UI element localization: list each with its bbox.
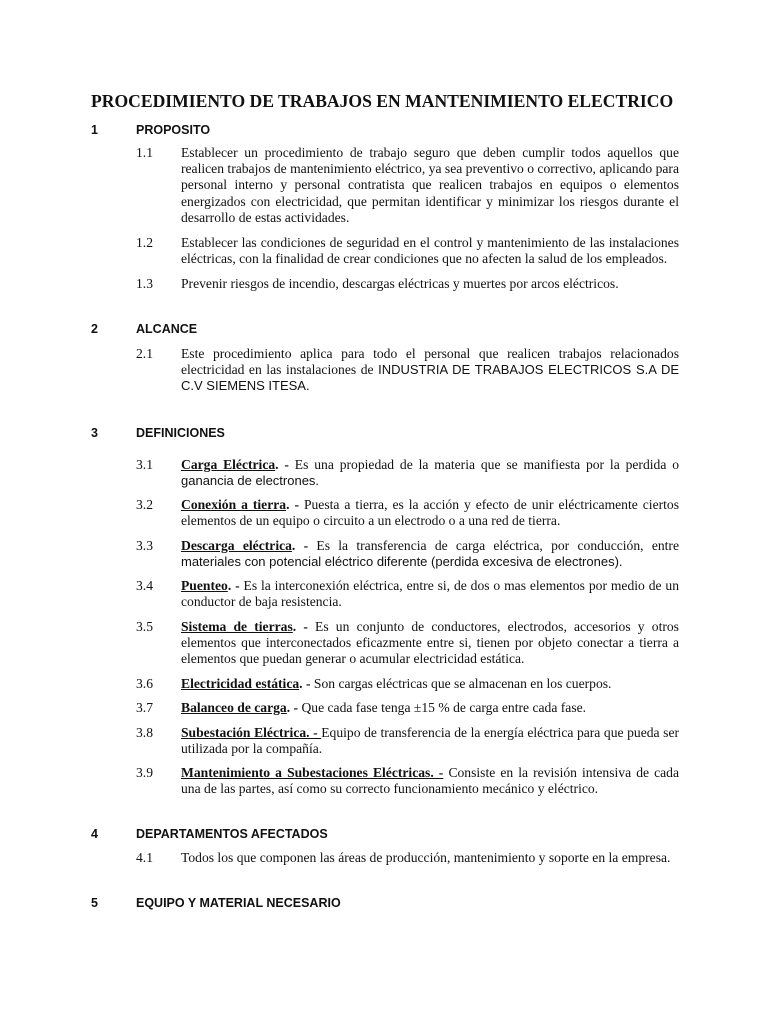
definition-body: Equipo de transferencia de la energía eléctrica para que pueda ser utilizada por la compañía. bbox=[181, 725, 680, 757]
item-number: 2.1 bbox=[136, 346, 153, 361]
definition-body: Es la interconexión eléctrica, entre si, de dos o mas elementos por medio de un conductor de baja resistencia. bbox=[181, 578, 679, 610]
section-number: 2 bbox=[91, 322, 98, 336]
definition-body: Es la transferencia de carga eléctrica, por conducción, entre bbox=[316, 538, 679, 553]
definition-term: Mantenimiento a Subestaciones Eléctricas. - bbox=[181, 765, 444, 780]
definition-separator: . - bbox=[292, 619, 316, 634]
definition-text bbox=[181, 538, 679, 570]
section-title-definiciones: DEFINICIONES bbox=[136, 426, 225, 440]
definition-text bbox=[181, 725, 679, 757]
section-title-alcance: ALCANCE bbox=[136, 322, 198, 336]
item-number: 1.2 bbox=[136, 235, 153, 250]
section-title-proposito: PROPOSITO bbox=[136, 123, 211, 137]
item-number: 3.1 bbox=[136, 457, 153, 472]
definition-separator: . - bbox=[291, 538, 317, 553]
definition-term: Descarga eléctrica bbox=[181, 538, 292, 553]
definition-term: Electricidad estática bbox=[181, 676, 300, 691]
definition-body: Es una propiedad de la materia que se manifiesta por la perdida o bbox=[294, 457, 679, 472]
definition-body: Consiste en la revisión intensiva de cada una de las partes, así como su correcto funcionamiento mecánico y eléctrico. bbox=[181, 765, 679, 797]
item-number: 3.8 bbox=[136, 725, 153, 740]
definition-text bbox=[181, 765, 679, 797]
item-number: 1.3 bbox=[136, 276, 153, 291]
item-text-part: Este procedimiento aplica para todo el personal que realicen trabajos relacionados electricidad en las instalaciones de bbox=[181, 346, 679, 378]
section-title-equipo: EQUIPO Y MATERIAL NECESARIO bbox=[136, 896, 341, 910]
document-title: PROCEDIMIENTO DE TRABAJOS EN MANTENIMIENTO ELECTRICO bbox=[91, 91, 674, 111]
definition-separator: . - bbox=[286, 700, 302, 715]
item-number: 4.1 bbox=[136, 850, 153, 865]
definition-body: Puesta a tierra, es la acción y efecto de unir eléctricamente ciertos elementos de un equipo o circuito a un electrodo o a una red de tierra. bbox=[181, 497, 679, 529]
definition-term: Carga Eléctrica bbox=[181, 457, 276, 472]
definition-text bbox=[181, 700, 679, 716]
definition-body: ganancia de electrones. bbox=[181, 473, 320, 489]
definition-text bbox=[181, 497, 679, 529]
item-number: 3.4 bbox=[136, 578, 153, 593]
section-number: 5 bbox=[91, 896, 98, 910]
definition-term: Balanceo de carga bbox=[181, 700, 287, 715]
item-text: Prevenir riesgos de incendio, descargas eléctricas y muertes por arcos eléctricos. bbox=[181, 276, 619, 291]
item-number: 3.2 bbox=[136, 497, 153, 512]
item-text: Todos los que componen las áreas de producción, mantenimiento y soporte en la empresa. bbox=[181, 850, 671, 865]
definition-body: Es un conjunto de conductores, electrodos, accesorios y otros elementos que interconectados eficazmente entre si, tienen por objeto conectar a tierra a elementos que puedan generar o acumular electricidad estática. bbox=[181, 619, 679, 667]
item-number: 3.9 bbox=[136, 765, 153, 780]
section-title-departamentos: DEPARTAMENTOS AFECTADOS bbox=[136, 827, 328, 841]
definition-separator: . - bbox=[286, 497, 304, 512]
definition-term: Sistema de tierras bbox=[181, 619, 293, 634]
definition-separator: . - bbox=[299, 676, 314, 691]
definition-term: Puenteo bbox=[181, 578, 228, 593]
definition-term: Conexión a tierra bbox=[181, 497, 287, 512]
definition-body: Que cada fase tenga ±15 % de carga entre cada fase. bbox=[301, 700, 587, 715]
definition-separator: . - bbox=[227, 578, 244, 593]
definition-separator: . - bbox=[275, 457, 295, 472]
section-number: 3 bbox=[91, 426, 98, 440]
definition-text bbox=[181, 619, 679, 668]
definition-text bbox=[181, 457, 679, 489]
definition-body: Son cargas eléctricas que se almacenan en los cuerpos. bbox=[313, 676, 612, 691]
item-text bbox=[181, 346, 679, 395]
section-number: 1 bbox=[91, 123, 98, 137]
item-text: Establecer las condiciones de seguridad en el control y mantenimiento de las instalaciones eléctricas, con la finalidad de crear condiciones que no afecten la salud de los empleados. bbox=[181, 235, 679, 267]
section-number: 4 bbox=[91, 827, 98, 841]
definition-text bbox=[181, 676, 679, 692]
item-number: 3.3 bbox=[136, 538, 153, 553]
definition-term: Subestación Eléctrica. - bbox=[181, 725, 322, 740]
item-text: Establecer un procedimiento de trabajo seguro que deben cumplir todos aquellos que realicen trabajos de mantenimiento eléctrico, ya sea preventivo o correctivo, aplicando para personal interno y personal contratista que realicen trabajos en equipos o elementos energizados con electricidad, que permitan identificar y minimizar los riesgos durante el desarrollo de estas actividades. bbox=[181, 145, 679, 225]
definition-text bbox=[181, 578, 679, 610]
definition-body: materiales con potencial eléctrico diferente (perdida excesiva de electrones). bbox=[181, 554, 623, 570]
item-number: 1.1 bbox=[136, 145, 153, 160]
item-number: 3.5 bbox=[136, 619, 153, 634]
company-name: INDUSTRIA DE TRABAJOS ELECTRICOS S.A DE C.V SIEMENS ITESA. bbox=[181, 362, 679, 394]
item-number: 3.7 bbox=[136, 700, 153, 715]
item-number: 3.6 bbox=[136, 676, 153, 691]
